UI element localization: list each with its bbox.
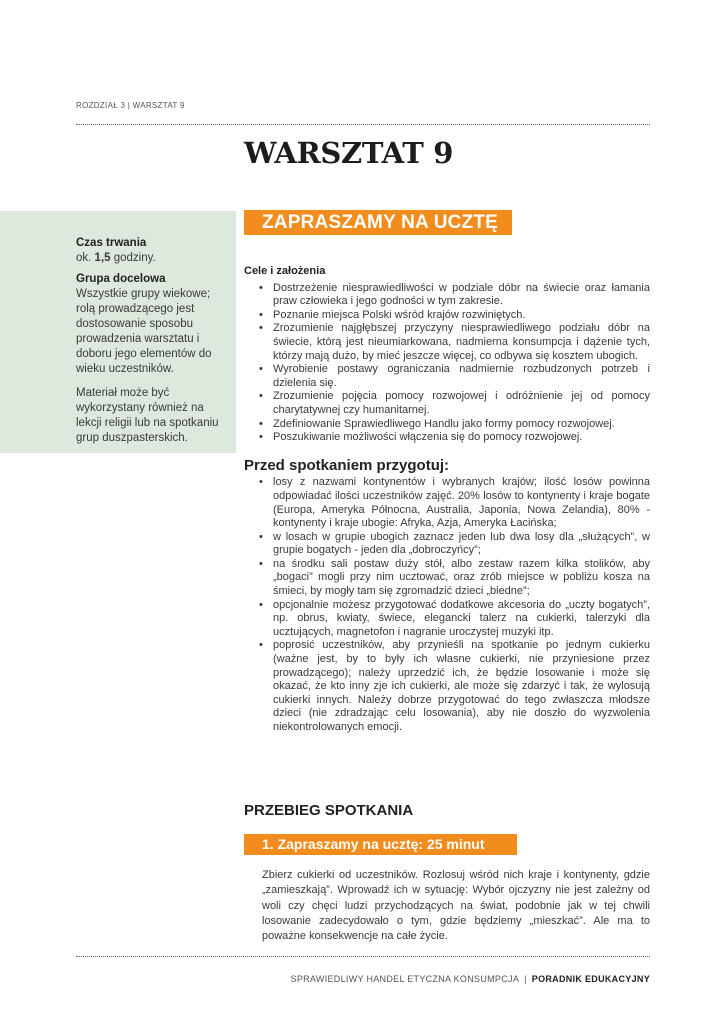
duration-label: Czas trwania: [76, 237, 147, 249]
list-item: • Zrozumienie najgłębszej przyczyny niesprawiedliwego podziału dóbr na świecie, którą jest nieumiarkowana, nadmierna konsumpcja i dążenie tych, którzy mają dużo, by mieć jeszcze więcej, co odbywa się kosztem ubogich.: [273, 322, 650, 363]
list-item: • Zdefiniowanie Sprawiedliwego Handlu jako formy pomocy rozwojowej.: [273, 418, 650, 432]
duration-suffix: godziny.: [110, 252, 156, 264]
footer: [291, 974, 650, 984]
goals-title: Cele i założenia: [244, 265, 326, 277]
list-item: • na środku sali postaw duży stół, albo zestaw razem kilka stolików, aby „bogaci” mogli przy nim ucztować, oraz zrób miejsce w pobliżu kosza na śmieci, by mogły tam się zgromadzić dzieci „biedne”;: [273, 558, 650, 599]
breadcrumb: ROZDZIAŁ 3 | WARSZTAT 9: [76, 101, 185, 110]
top-divider: [76, 124, 650, 125]
list-item: • opcjonalnie możesz przygotować dodatkowe akcesoria do „uczty bogatych”, np. obrus, kwiaty, świece, elegancki talerz na cukierki, talerzyki dla ucztujących, magnetofon i nagranie uroczystej muzyki itp.: [273, 599, 650, 640]
duration-prefix: ok.: [76, 252, 95, 264]
list-item: • poprosić uczestników, aby przynieśli na spotkanie po jednym cukierku (ważne jest, by to były ich własne cukierki, nie przyniesione przez prowadzącego); należy uprzedzić ich, że będzie losowanie i może się okazać, że kto inny zje ich cukierki, ale może się zdarzyć i tak, że wylosują cukierki innych. Należy dobrze przygotować do tego zwłaszcza młodsze dzieci (nie zdradzając celu losowania), aby nie doszło do wyzwolenia niekontrolowanych emocji.: [273, 639, 650, 734]
duration-text: [76, 251, 226, 266]
list-item: • w losach w grupie ubogich zaznacz jeden lub dwa losy dla „służących”, w grupie bogatych - jeden dla „dobroczyńcy”;: [273, 531, 650, 558]
list-item: • Dostrzeżenie niesprawiedliwości w podziale dóbr na świecie oraz łamania praw człowieka i jego godności w tym zakresie.: [273, 282, 650, 309]
list-item: • Poznanie miejsca Polski wśród krajów rozwiniętych.: [273, 309, 650, 323]
footer-separator: |: [524, 974, 527, 984]
goals-list: [244, 282, 650, 445]
list-item: • losy z nazwami kontynentów i wybranych krajów; ilość losów powinna odpowiadać ilości uczestników zajęć. 20% losów to kontynenty i kraje bogate (Europa, Ameryka Północna, Australia, Japonia, Nowa Zelandia), 80% - kontynenty i kraje ubogie: Afryka, Azja, Ameryka Łacińska;: [273, 476, 650, 530]
meeting-heading: PRZEBIEG SPOTKANIA: [244, 802, 414, 819]
list-item: • Wyrobienie postawy ograniczania nadmiernie rozbudzonych potrzeb i dzielenia się.: [273, 363, 650, 390]
footer-left: SPRAWIEDLIWY HANDEL ETYCZNA KONSUMPCJA: [290, 974, 520, 984]
prep-list: [244, 476, 650, 734]
list-item: • Zrozumienie pojęcia pomocy rozwojowej i odróżnienie jej od pomocy charytatywnej czy humanitarnej.: [273, 390, 650, 417]
section-heading-feast: ZAPRASZAMY NA UCZTĘ: [244, 210, 512, 235]
sidebar: [76, 236, 226, 446]
bottom-divider: [76, 956, 650, 957]
prep-title: Przed spotkaniem przygotuj:: [244, 456, 450, 474]
list-item: • Poszukiwanie możliwości włączenia się do pomocy rozwojowej.: [273, 431, 650, 445]
duration-value: 1,5: [94, 252, 111, 264]
step1-heading: 1. Zapraszamy na ucztę: 25 minut: [244, 834, 517, 855]
footer-right: PORADNIK EDUKACYJNY: [531, 974, 650, 984]
group-text: Wszystkie grupy wiekowe; rolą prowadzącego jest dostosowanie sposobu prowadzenia warsztatu i doboru jego elementów do wieku uczestników.: [76, 288, 212, 375]
sidebar-note: Materiał może być wykorzystany również na lekcji religii lub na spotkaniu grup duszpasterskich.: [76, 387, 219, 444]
page-title: WARSZTAT 9: [244, 136, 454, 170]
main-content: [244, 265, 650, 735]
step1-text: Zbierz cukierki od uczestników. Rozlosuj wśród nich kraje i kontynenty, gdzie „zamieszkają”. Wprowadź ich w sytuację: Wybór ojczyzny nie jest zależny od woli czy chęci ludzi przychodzących na świat, podobnie jak w tej chwili losowanie zadecydowało o tym, gdzie będziemy „mieszkać”. Ale ma to poważne konsekwencje na całe życie.: [262, 869, 650, 943]
group-label: Grupa docelowa: [76, 273, 166, 285]
